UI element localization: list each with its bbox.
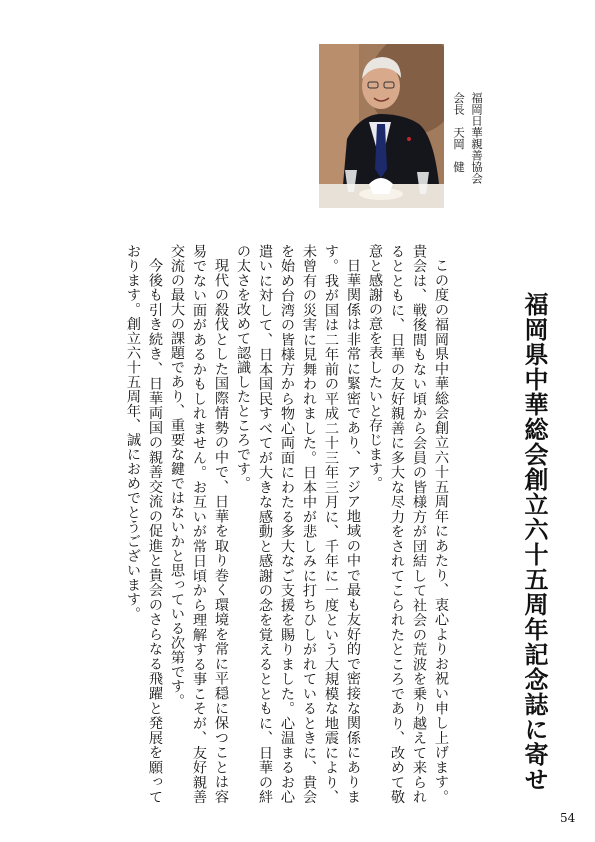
caption-organization: 福岡日華親善協会: [470, 92, 484, 184]
author-caption: [446, 92, 486, 222]
paragraph-2: 日華関係は非常に緊密であり、アジア地域の中で最も友好的で密接な関係にあります。我が国は二年前の平成二十三年三月に、千年に一度という大規模な地震により、未曾有の災害に見舞われました。日本中が悲しみに打ちひしがれているときに、貴会を始め台湾の皆様方から物心両面にわたる多大なご支援を賜りました。心温まるお心遣いに対して、日本国民すべてが大きな感動と感謝の念を覚えるとともに、日華の絆の太さを改めて認識したところです。: [235, 244, 361, 804]
page-number: 54: [560, 811, 576, 825]
page-title: 福岡県中華総会創立六十五周年記念誌に寄せ: [520, 292, 549, 792]
portrait-photo-icon: [319, 44, 444, 208]
message-body: [108, 244, 452, 804]
paragraph-1: この度の福岡県中華総会創立六十五周年にあたり、衷心よりお祝い申し上げます。貴会は、戦後間もない頃から会員の皆様方が団結して社会の荒波を乗り越えて来られるとともに、日華の友好親善に多大な尽力をされてこられたところであり、改めて敬意と感謝の意を表したいと存じます。: [367, 244, 449, 804]
paragraph-3: 現代の殺伐とした国際情勢の中で、日華を取り巻く環境を常に平穏に保つことは容易でない面があるかもしれません。お互いが常日頃から理解する事こそが、友好親善交流の最大の課題であり、重要な鍵ではないかと思っている次第です。: [169, 244, 229, 804]
caption-name: 会長 天岡 健: [452, 92, 466, 173]
paragraph-4: 今後も引き続き、日華両国の親善交流の促進と貴会のさらなる飛躍と発展を願っております。創立六十五周年、誠におめでとうございます。: [125, 244, 163, 804]
portrait-photo: [319, 44, 444, 208]
